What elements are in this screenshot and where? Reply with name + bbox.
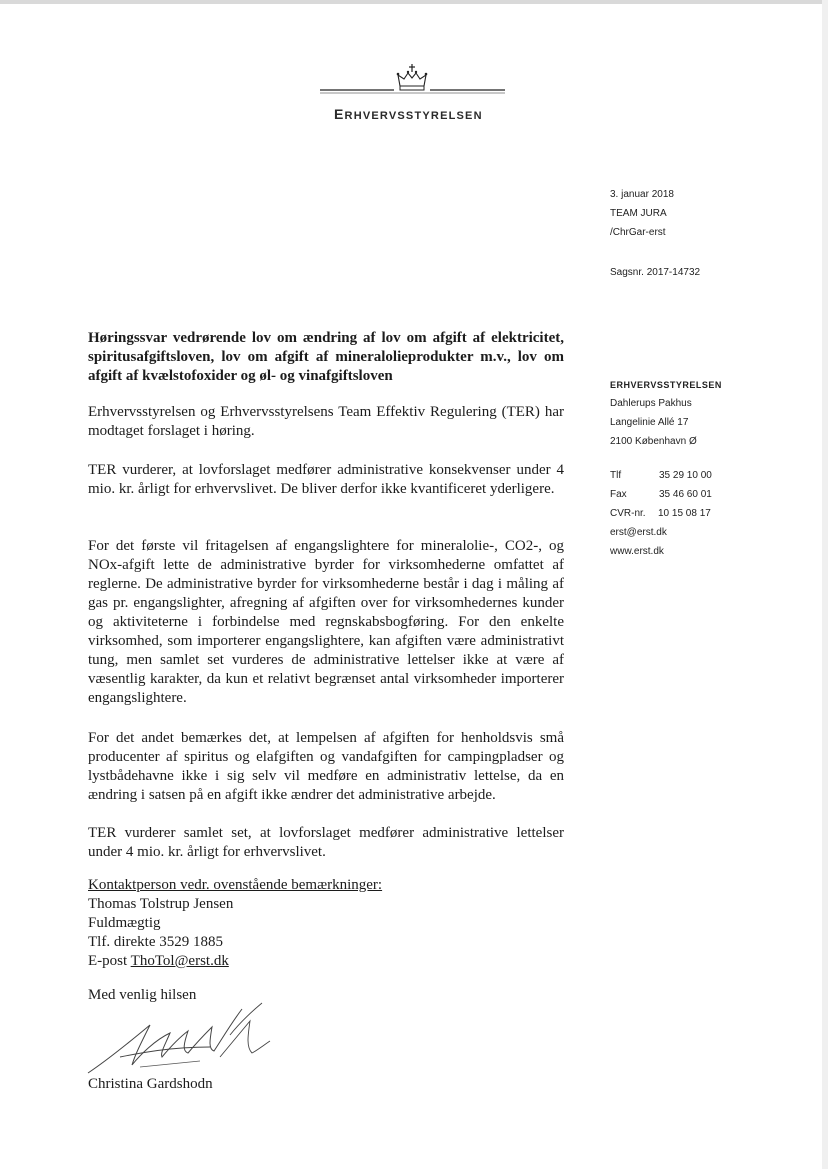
- signer-name: Christina Gardshodn: [88, 1076, 213, 1092]
- paragraph-3: For det første vil fritagelsen af engangslightere for mineralolie-, CO2-, og NOx-afgift lette de administrative byrder for virksomhederne omfattet af reglerne. De administrative byrder for virksomhederne består i dag i måling af gas pr. engangslighter, afregning af afgiften over for virksomhedernes kunder og aktiviteterne i forbindelse med regnskabsbogføring. For den enkelte virksomhed, som importerer engangslightere, kan afgiften være administrativt tung, men samlet set vurderes de administrative lettelser ikke at være af væsentlig karakter, da kun et relativt begrænset antal virksomheder importerer engangslightere.: [88, 538, 564, 706]
- contact-role: Fuldmægtig: [88, 915, 161, 931]
- address-line-2: Langelinie Allé 17: [610, 417, 689, 428]
- paragraph-4: For det andet bemærkes det, at lempelsen af afgiften for henholdsvis små producenter af spiritus og elafgiften og vandafgiften for campingpladser og lystbådehavne ikke i sig selv vil medføre en administrativ lettelse, da en ændring i satsen på en afgift ikke ændrer det administrative arbejde.: [88, 730, 564, 803]
- cvr-row: [610, 504, 810, 523]
- fax-value: 35 46 60 01: [659, 489, 712, 500]
- crown-icon: [320, 62, 505, 106]
- cvr-label: CVR-nr.: [610, 508, 646, 519]
- fax-label: Fax: [610, 489, 627, 500]
- fax-row: [610, 485, 810, 504]
- contact-phone: Tlf. direkte 3529 1885: [88, 934, 223, 950]
- sender-org: ERHVERVSSTYRELSEN: [610, 380, 722, 390]
- page-top-edge: [0, 0, 828, 4]
- logo-wordmark: ERHVERVSSTYRELSEN: [334, 106, 483, 122]
- case-number: Sagsnr. 2017-14732: [610, 267, 701, 278]
- reference: /ChrGar-erst: [610, 227, 666, 238]
- phone-row: [610, 466, 810, 485]
- sender-email[interactable]: erst@erst.dk: [610, 527, 667, 538]
- address-line-1: Dahlerups Pakhus: [610, 398, 692, 409]
- page-right-edge: [822, 0, 828, 1169]
- sender-address-block: [610, 376, 810, 561]
- team-name: TEAM JURA: [610, 208, 667, 219]
- contact-email-link[interactable]: ThoTol@erst.dk: [130, 953, 229, 969]
- sender-website[interactable]: www.erst.dk: [610, 546, 664, 557]
- handwritten-signature: [80, 995, 300, 1085]
- contact-name: Thomas Tolstrup Jensen: [88, 896, 234, 912]
- agency-logo: [320, 62, 505, 122]
- paragraph-5: TER vurderer samlet set, at lovforslaget medfører administrative lettelser under 4 mio. kr. årligt for erhvervslivet.: [88, 825, 564, 860]
- phone-label: Tlf: [610, 470, 622, 481]
- letter-title: Høringssvar vedrørende lov om ændring af lov om afgift af elektricitet, spiritusafgiftsloven, lov om afgift af mineralolieprodukter m.v., lov om afgift af kvælstofoxider og øl- og vinafgiftsloven: [88, 330, 564, 384]
- contact-block: [88, 876, 564, 971]
- contact-heading: Kontaktperson vedr. ovenstående bemærkninger:: [88, 877, 383, 893]
- address-line-3: 2100 København Ø: [610, 436, 697, 447]
- cvr-value: 10 15 08 17: [658, 508, 711, 519]
- letter-date: 3. januar 2018: [610, 189, 674, 200]
- contact-email-row: [88, 952, 564, 971]
- paragraph-2: TER vurderer, at lovforslaget medfører administrative konsekvenser under 4 mio. kr. årligt for erhvervslivet. De bliver derfor ikke kvantificeret yderligere.: [88, 462, 564, 497]
- contact-email-label: E-post: [88, 953, 131, 969]
- closing-greeting: Med venlig hilsen: [88, 987, 197, 1003]
- letter-meta: [610, 185, 810, 282]
- phone-value: 35 29 10 00: [659, 470, 712, 481]
- paragraph-1: Erhvervsstyrelsen og Erhvervsstyrelsens Team Effektiv Regulering (TER) har modtaget forslaget i høring.: [88, 404, 564, 439]
